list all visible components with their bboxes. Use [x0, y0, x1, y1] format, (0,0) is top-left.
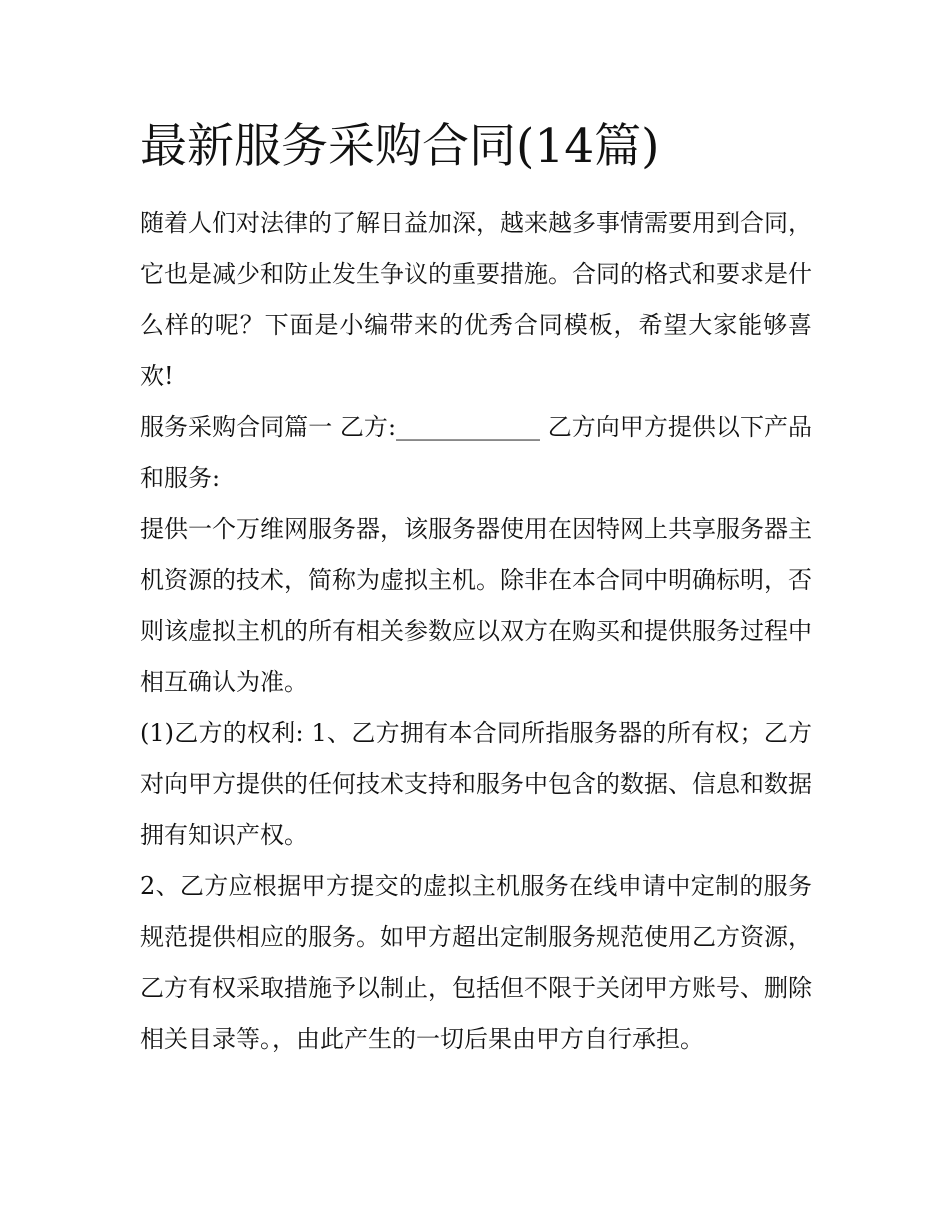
paragraph-contract-one: 服务采购合同篇一 乙方:____________ 乙方向甲方提供以下产品和服务: [140, 413, 812, 492]
paragraph-rights-2: 2、乙方应根据甲方提交的虚拟主机服务在线申请中定制的服务规范提供相应的服务。如甲方超出定制服务规范使用乙方资源，乙方有权采取措施予以制止，包括但不限于关闭甲方账号、删除相关目录等。，由此产生的一切后果由甲方自行承担。 [140, 872, 812, 1053]
document-page [140, 112, 812, 1065]
document-title: 最新服务采购合同(14篇) [140, 119, 660, 174]
paragraph-intro: 随着人们对法律的了解日益加深，越来越多事情需要用到合同，它也是减少和防止发生争议的重要措施。合同的格式和要求是什么样的呢？下面是小编带来的优秀合同模板，希望大家能够喜欢! [140, 209, 812, 390]
paragraph-rights-1: (1)乙方的权利: 1、乙方拥有本合同所指服务器的所有权；乙方对向甲方提供的任何技术支持和服务中包含的数据、信息和数据拥有知识产权。 [140, 719, 812, 849]
paragraph-server: 提供一个万维网服务器，该服务器使用在因特网上共享服务器主机资源的技术，简称为虚拟主机。除非在本合同中明确标明，否则该虚拟主机的所有相关参数应以双方在购买和提供服务过程中相互确认为准。 [140, 515, 812, 696]
